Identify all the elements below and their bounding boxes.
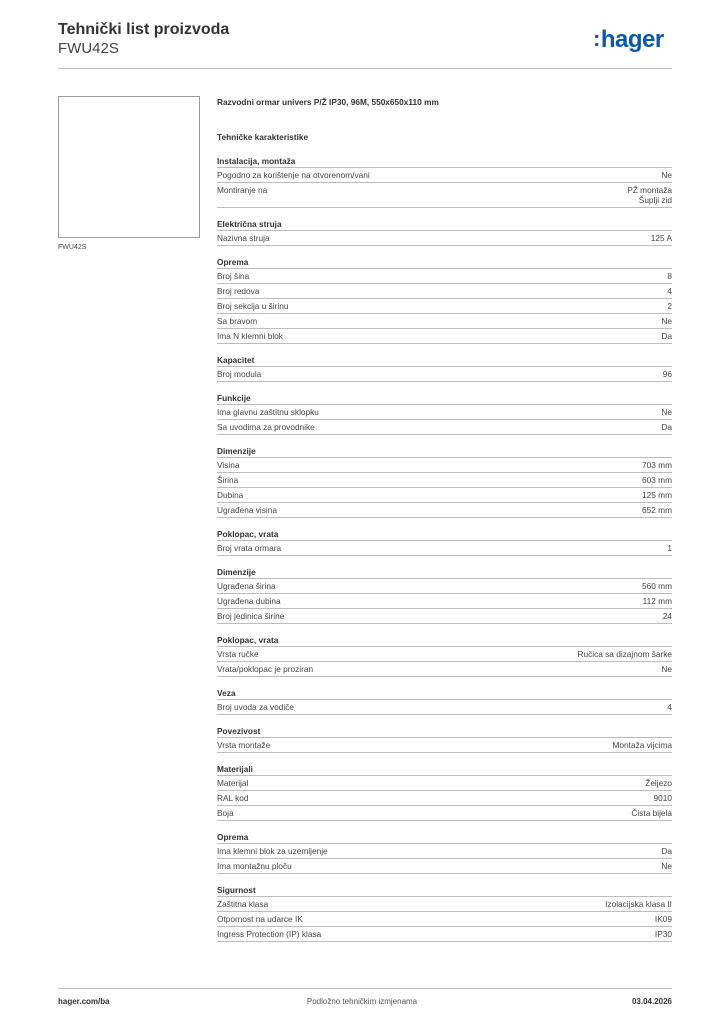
spec-row <box>217 488 672 503</box>
spec-label: Broj jedinica širine <box>217 611 285 621</box>
section-title: Veza <box>217 687 672 700</box>
spec-value: PŽ montaža Šuplji zid <box>627 185 672 205</box>
section-title: Dimenzije <box>217 566 672 579</box>
spec-label: Sa bravom <box>217 316 258 326</box>
spec-label: Zaštitna klasa <box>217 899 269 909</box>
spec-label: Sa uvodima za provodnike <box>217 422 315 432</box>
spec-value: 2 <box>667 301 672 311</box>
spec-value: Da <box>661 422 672 432</box>
spec-value: 24 <box>662 611 672 621</box>
spec-row <box>217 420 672 435</box>
product-image-placeholder <box>58 96 200 238</box>
spec-row <box>217 738 672 753</box>
spec-value: Da <box>661 846 672 856</box>
spec-label: Visina <box>217 460 240 470</box>
spec-sections <box>217 155 672 942</box>
section-title: Poklopac, vrata <box>217 528 672 541</box>
spec-label: Broj sekcija u širinu <box>217 301 289 311</box>
spec-label: Broj redova <box>217 286 260 296</box>
page-title: Tehnički list proizvoda <box>58 21 230 38</box>
spec-label: Vrsta ručke <box>217 649 259 659</box>
spec-section <box>217 763 672 821</box>
section-title: Oprema <box>217 256 672 269</box>
spec-row <box>217 314 672 329</box>
spec-label: Vrata/poklopac je proziran <box>217 664 314 674</box>
spec-value: 1 <box>667 543 672 553</box>
spec-label: Vrsta montaže <box>217 740 271 750</box>
product-code: FWU42S <box>58 40 119 57</box>
spec-label: Ugrađena širina <box>217 581 276 591</box>
spec-value: Čista bijela <box>631 808 672 818</box>
spec-section <box>217 445 672 518</box>
spec-row <box>217 329 672 344</box>
spec-row <box>217 284 672 299</box>
spec-label: Montiranje na <box>217 185 268 195</box>
spec-row <box>217 503 672 518</box>
spec-row <box>217 299 672 314</box>
spec-label: Otpornost na udarce IK <box>217 914 303 924</box>
spec-value: Željezo <box>645 778 672 788</box>
spec-value: Ne <box>661 861 672 871</box>
spec-value: Da <box>661 331 672 341</box>
spec-row <box>217 367 672 382</box>
spec-row <box>217 541 672 556</box>
spec-row <box>217 231 672 246</box>
spec-label: Ugrađena dubina <box>217 596 281 606</box>
spec-section <box>217 155 672 208</box>
section-title: Instalacija, montaža <box>217 155 672 168</box>
spec-value: Montaža vijcima <box>612 740 672 750</box>
spec-label: Nazivna struja <box>217 233 270 243</box>
spec-label: Ingress Protection (IP) klasa <box>217 929 322 939</box>
product-description: Razvodni ormar univers P/Ž IP30, 96M, 550x650x110 mm <box>217 97 439 107</box>
spec-value: Ne <box>661 316 672 326</box>
spec-section <box>217 354 672 382</box>
spec-row <box>217 579 672 594</box>
spec-label: Širina <box>217 475 239 485</box>
spec-section <box>217 725 672 753</box>
section-title: Funkcije <box>217 392 672 405</box>
spec-row <box>217 776 672 791</box>
spec-value: 4 <box>667 702 672 712</box>
spec-value: 125 A <box>650 233 672 243</box>
spec-label: Boja <box>217 808 234 818</box>
spec-value: Ne <box>661 170 672 180</box>
spec-row <box>217 405 672 420</box>
footer-note: Podložno tehničkim izmjenama <box>306 997 418 1006</box>
spec-row <box>217 791 672 806</box>
spec-label: Materijal <box>217 778 249 788</box>
section-title: Kapacitet <box>217 354 672 367</box>
spec-section <box>217 218 672 246</box>
spec-row <box>217 183 672 208</box>
product-image-caption: FWU42S <box>58 244 87 251</box>
spec-row <box>217 609 672 624</box>
spec-row <box>217 168 672 183</box>
spec-row <box>217 844 672 859</box>
spec-row <box>217 927 672 942</box>
spec-value: 112 mm <box>642 596 672 606</box>
footer-website: hager.com/ba <box>58 997 110 1006</box>
section-title: Povezivost <box>217 725 672 738</box>
section-title: Oprema <box>217 831 672 844</box>
spec-value: 560 mm <box>642 581 672 591</box>
spec-label: Ugrađena visina <box>217 505 277 515</box>
spec-label: Broj modula <box>217 369 262 379</box>
section-title: Električna struja <box>217 218 672 231</box>
spec-label: Ima N klemni blok <box>217 331 283 341</box>
spec-row <box>217 594 672 609</box>
spec-value: 652 mm <box>642 505 672 515</box>
spec-label: Broj šina <box>217 271 250 281</box>
spec-row <box>217 458 672 473</box>
tech-characteristics-heading: Tehničke karakteristike <box>217 132 309 142</box>
spec-label: Pogodno za korištenje na otvorenom/vani <box>217 170 370 180</box>
spec-label: Ima montažnu ploču <box>217 861 292 871</box>
spec-section <box>217 566 672 624</box>
spec-row <box>217 647 672 662</box>
spec-row <box>217 269 672 284</box>
spec-row <box>217 806 672 821</box>
section-title: Materijali <box>217 763 672 776</box>
spec-label: Broj vrata ormara <box>217 543 282 553</box>
footer-divider <box>58 988 672 989</box>
spec-label: Ima glavnu zaštitnu sklopku <box>217 407 319 417</box>
spec-label: Dubina <box>217 490 244 500</box>
spec-section <box>217 256 672 344</box>
logo-text: hager <box>600 26 664 53</box>
spec-section <box>217 831 672 874</box>
header-divider <box>58 68 672 69</box>
spec-value: 9010 <box>653 793 672 803</box>
spec-value: 96 <box>662 369 672 379</box>
spec-value: 8 <box>667 271 672 281</box>
spec-row <box>217 662 672 677</box>
spec-value: Izolacijska klasa II <box>605 899 672 909</box>
logo-prefix: : <box>593 26 600 51</box>
spec-section <box>217 528 672 556</box>
spec-label: Broj uvoda za vodiče <box>217 702 295 712</box>
spec-value: IP30 <box>654 929 672 939</box>
spec-section <box>217 634 672 677</box>
section-title: Poklopac, vrata <box>217 634 672 647</box>
section-title: Dimenzije <box>217 445 672 458</box>
spec-value: 125 mm <box>642 490 672 500</box>
spec-value: IK09 <box>654 914 672 924</box>
hager-logo <box>593 28 664 52</box>
spec-value: Ručica sa dizajnom šarke <box>577 649 672 659</box>
footer-date: 03.04.2026 <box>631 997 672 1006</box>
spec-section <box>217 884 672 942</box>
spec-value: 703 mm <box>642 460 672 470</box>
spec-label: Ima klemni blok za uzemljenje <box>217 846 328 856</box>
spec-value: 4 <box>667 286 672 296</box>
spec-value: Ne <box>661 664 672 674</box>
spec-value: Ne <box>661 407 672 417</box>
section-title: Sigurnost <box>217 884 672 897</box>
spec-row <box>217 473 672 488</box>
spec-label: RAL kod <box>217 793 249 803</box>
spec-value: 603 mm <box>642 475 672 485</box>
spec-row <box>217 897 672 912</box>
spec-section <box>217 392 672 435</box>
spec-section <box>217 687 672 715</box>
spec-row <box>217 700 672 715</box>
spec-row <box>217 912 672 927</box>
spec-column <box>217 96 672 942</box>
spec-row <box>217 859 672 874</box>
